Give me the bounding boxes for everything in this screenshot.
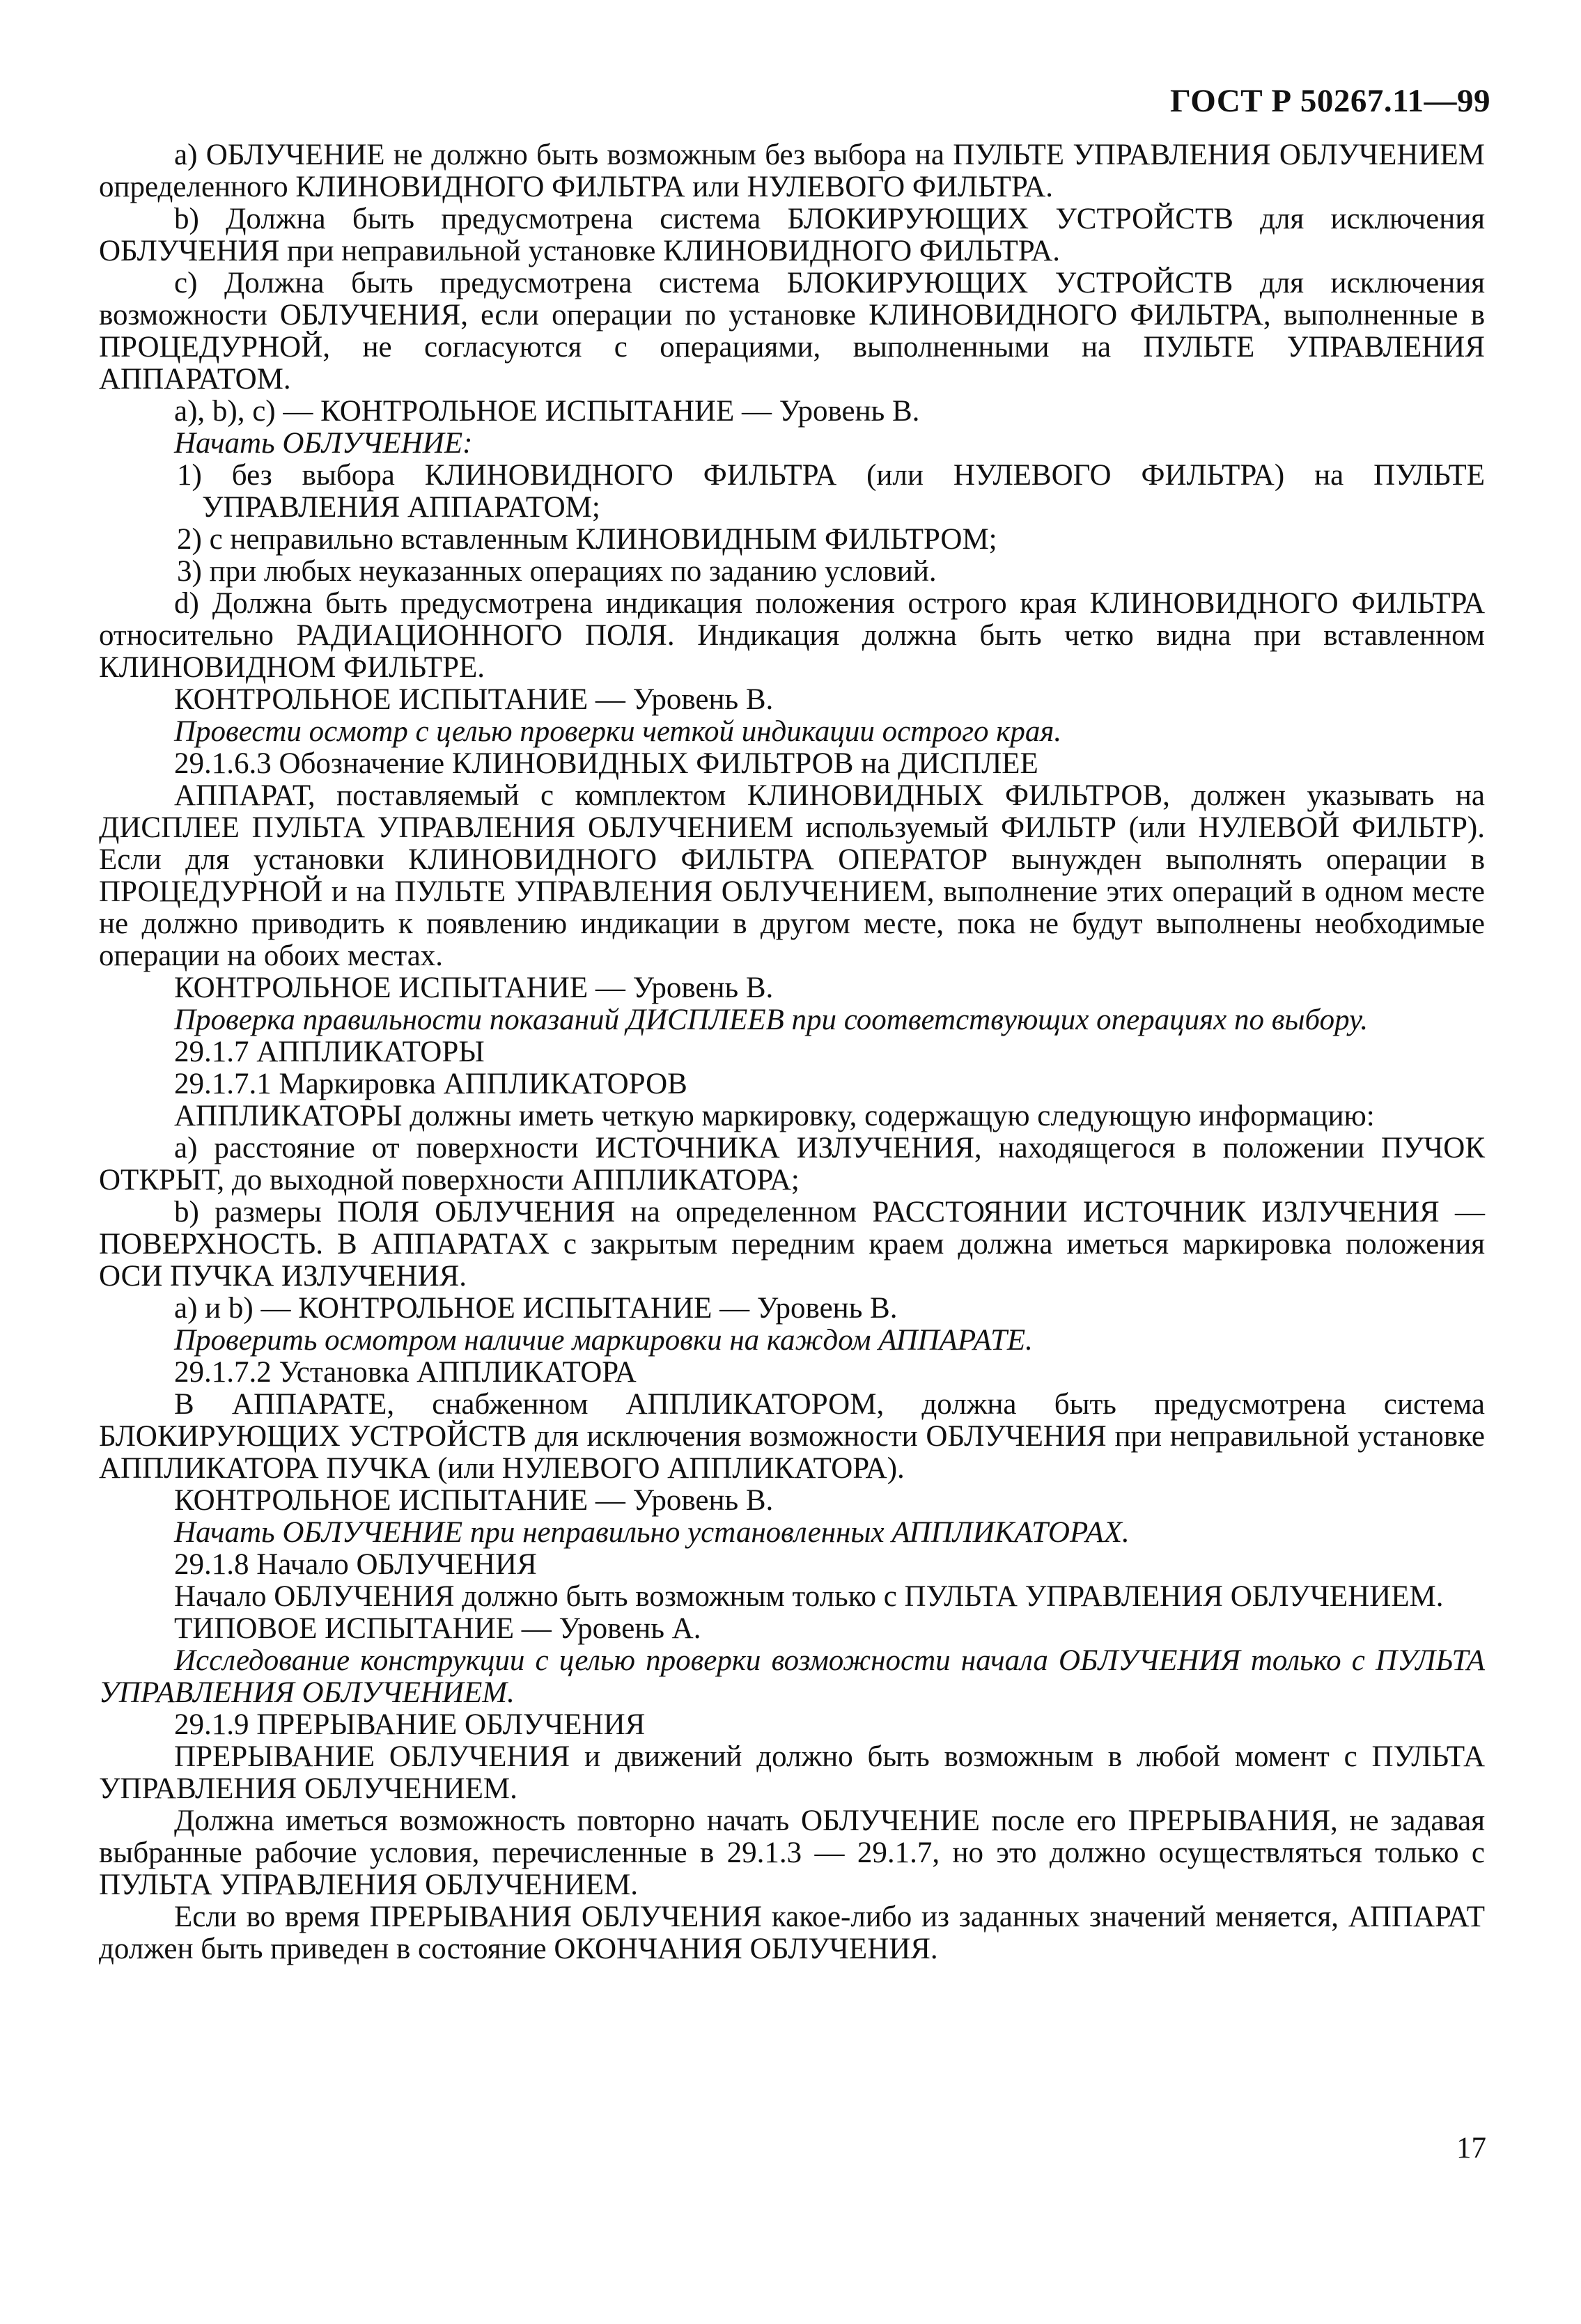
test-level-line: КОНТРОЛЬНОЕ ИСПЫТАНИЕ — Уровень В. [174, 683, 774, 716]
paragraph: ПРЕРЫВАНИЕ ОБЛУЧЕНИЯ и движений должно быть возможным в любой момент с ПУЛЬТА УПРАВЛЕНИЯ ОБЛУЧЕНИЕМ. [99, 1740, 1485, 1805]
paragraph-item-c: с) Должна быть предусмотрена система БЛОКИРУЮЩИХ УСТРОЙСТВ для исключения возможности ОБЛУЧЕНИЯ, если операции по установке КЛИНОВИДНОГО ФИЛЬТРА, выполненные в ПРОЦЕДУРНОЙ, не согласуются с операциями, выполненными на ПУЛЬТЕ УПРАВЛЕНИЯ АППАРАТОМ. [99, 267, 1485, 396]
test-level-line: а), b), с) — КОНТРОЛЬНОЕ ИСПЫТАНИЕ — Уровень В. [174, 395, 920, 428]
paragraph-item-d: d) Должна быть предусмотрена индикация положения острого края КЛИНОВИДНОГО ФИЛЬТРА относительно РАДИАЦИОННОГО ПОЛЯ. Индикация должна быть четко видна при вставленном КЛИНОВИДНОМ ФИЛЬТРЕ. [99, 587, 1485, 684]
test-level-line: а) и b) — КОНТРОЛЬНОЕ ИСПЫТАНИЕ — Уровень В. [174, 1292, 898, 1325]
list-item: 3) при любых неуказанных операциях по заданию условий. [177, 555, 937, 588]
paragraph: В АППАРАТЕ, снабженном АППЛИКАТОРОМ, должна быть предусмотрена система БЛОКИРУЮЩИХ УСТРОЙСТВ для исключения возможности ОБЛУЧЕНИЯ при неправильной установке АППЛИКАТОРА ПУЧКА (или НУЛЕВОГО АППЛИКАТОРА). [99, 1388, 1485, 1485]
list-item: 1) без выбора КЛИНОВИДНОГО ФИЛЬТРА (или НУЛЕВОГО ФИЛЬТРА) на ПУЛЬТЕ УПРАВЛЕНИЯ АППАРАТОМ; [177, 459, 1485, 524]
section-heading: 29.1.6.3 Обозначение КЛИНОВИДНЫХ ФИЛЬТРОВ на ДИСПЛЕЕ [174, 747, 1038, 780]
paragraph-item-b: b) Должна быть предусмотрена система БЛОКИРУЮЩИХ УСТРОЙСТВ для исключения ОБЛУЧЕНИЯ при неправильной установке КЛИНОВИДНОГО ФИЛЬТРА. [99, 203, 1485, 267]
test-level-line: ТИПОВОЕ ИСПЫТАНИЕ — Уровень А. [174, 1612, 701, 1645]
paragraph-item-a: а) ОБЛУЧЕНИЕ не должно быть возможным без выбора на ПУЛЬТЕ УПРАВЛЕНИЯ ОБЛУЧЕНИЕМ определенного КЛИНОВИДНОГО ФИЛЬТРА или НУЛЕВОГО ФИЛЬТРА. [99, 139, 1485, 203]
test-level-line: КОНТРОЛЬНОЕ ИСПЫТАНИЕ — Уровень В. [174, 1484, 774, 1517]
section-heading: 29.1.7.1 Маркировка АППЛИКАТОРОВ [174, 1068, 687, 1100]
test-level-line: КОНТРОЛЬНОЕ ИСПЫТАНИЕ — Уровень В. [174, 972, 774, 1004]
test-instruction: Провести осмотр с целью проверки четкой индикации острого края. [174, 715, 1062, 748]
paragraph: Начало ОБЛУЧЕНИЯ должно быть возможным только с ПУЛЬТА УПРАВЛЕНИЯ ОБЛУЧЕНИЕМ. [174, 1580, 1444, 1613]
paragraph: АППАРАТ, поставляемый с комплектом КЛИНОВИДНЫХ ФИЛЬТРОВ, должен указывать на ДИСПЛЕЕ ПУЛЬТА УПРАВЛЕНИЯ ОБЛУЧЕНИЕМ используемый ФИЛЬТР (или НУЛЕВОЙ ФИЛЬТР). Если для установки КЛИНОВИДНОГО ФИЛЬТРА ОПЕРАТОР вынужден выполнять операции в ПРОЦЕДУРНОЙ и на ПУЛЬТЕ УПРАВЛЕНИЯ ОБЛУЧЕНИЕМ, выполнение этих операций в одном месте не должно приводить к появлению индикации в другом месте, пока не будут выполнены необходимые операции на обоих местах. [99, 779, 1485, 972]
page-number: 17 [1456, 2132, 1486, 2165]
paragraph: АППЛИКАТОРЫ должны иметь четкую маркировку, содержащую следующую информацию: [174, 1100, 1375, 1132]
test-instruction: Начать ОБЛУЧЕНИЕ при неправильно установленных АППЛИКАТОРАХ. [174, 1516, 1130, 1549]
standard-header: ГОСТ Р 50267.11—99 [1169, 83, 1490, 119]
paragraph-item-a: а) расстояние от поверхности ИСТОЧНИКА ИЗЛУЧЕНИЯ, находящегося в положении ПУЧОК ОТКРЫТ, до выходной поверхности АППЛИКАТОРА; [99, 1132, 1485, 1196]
section-heading: 29.1.9 ПРЕРЫВАНИЕ ОБЛУЧЕНИЯ [174, 1708, 646, 1741]
section-heading: 29.1.7.2 Установка АППЛИКАТОРА [174, 1356, 637, 1389]
paragraph-item-b: b) размеры ПОЛЯ ОБЛУЧЕНИЯ на определенном РАССТОЯНИИ ИСТОЧНИК ИЗЛУЧЕНИЯ — ПОВЕРХНОСТЬ. В АППАРАТАХ с закрытым передним краем должна иметься маркировка положения ОСИ ПУЧКА ИЗЛУЧЕНИЯ. [99, 1196, 1485, 1293]
list-item: 2) с неправильно вставленным КЛИНОВИДНЫМ ФИЛЬТРОМ; [177, 523, 997, 556]
test-instruction: Проверка правильности показаний ДИСПЛЕЕВ при соответствующих операциях по выбору. [174, 1004, 1369, 1036]
section-heading: 29.1.7 АППЛИКАТОРЫ [174, 1036, 485, 1068]
document-body [99, 139, 1485, 1965]
test-instruction: Начать ОБЛУЧЕНИЕ: [174, 427, 473, 460]
section-heading: 29.1.8 Начало ОБЛУЧЕНИЯ [174, 1548, 537, 1581]
test-instruction: Проверить осмотром наличие маркировки на каждом АППАРАТЕ. [174, 1324, 1033, 1357]
test-instruction: Исследование конструкции с целью проверки возможности начала ОБЛУЧЕНИЯ только с ПУЛЬТА УПРАВЛЕНИЯ ОБЛУЧЕНИЕМ. [99, 1644, 1485, 1709]
paragraph: Если во время ПРЕРЫВАНИЯ ОБЛУЧЕНИЯ какое-либо из заданных значений меняется, АППАРАТ должен быть приведен в состояние ОКОНЧАНИЯ ОБЛУЧЕНИЯ. [99, 1901, 1485, 1965]
paragraph: Должна иметься возможность повторно начать ОБЛУЧЕНИЕ после его ПРЕРЫВАНИЯ, не задавая выбранные рабочие условия, перечисленные в 29.1.3 — 29.1.7, но это должно осуществляться только с ПУЛЬТА УПРАВЛЕНИЯ ОБЛУЧЕНИЕМ. [99, 1804, 1485, 1901]
